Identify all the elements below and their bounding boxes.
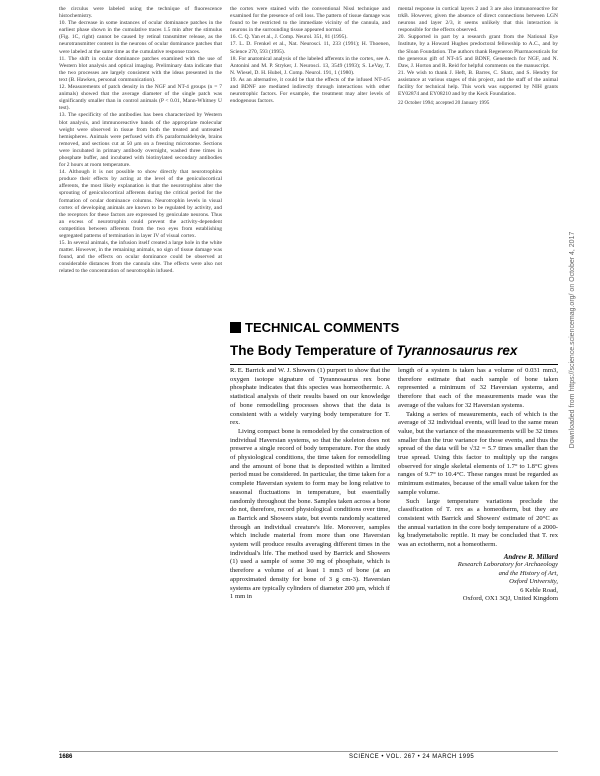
body-paragraph: Living compact bone is remodeled by the construction of individual Haversian systems, so that the skeleton does not preserve a single record of body temperature. For the study of physiological conditions, the time taken for remodelling and the amount of bone that is deposited within a limited period must be considered. In particular, the time taken for a complete Haversian system to form may be long relative to seasonal fluctuations in temperature, but essentially randomly throughout the bone. Samples taken across a bone do not, therefore, record physiological conditions over time, as Barrick and Showers state, but events randomly scattered through an individual creature's life. Moreover, samples which include material from more than one Haversian system will produce results averaging different times in the individual's life. The method used by Barrick and Showers (1) used a sample of some 30 mg of phosphate, which is therefore a volume of at least 1 mm3 of bone (at an approximated density for bone of 3 g cm-3). Haversian systems are typically cylinders of diameter 200 μm, which if 1 mm in bbox=[230, 427, 390, 601]
note-item: 13. The specificity of the antibodies has been characterized by Western blot analysis, and immunoreactive bands of the appropriate molecular weight were observed in tissue from both the treated and untreated hemispheres. Animals were perfused with 4% paraformaldehyde, brains removed, and sections cut at 50 μm on a freezing microtome. Sections were incubated in primary antibody overnight, washed three times in phosphate buffer, and incubated with biotinylated secondary antibodies for 2 hours at room temperature. bbox=[59, 112, 222, 169]
note-item: mental response in cortical layers 2 and 3 are also immunoreactive for trkB. However, given the absence of direct connections between LGN neurons and layer 2/3, it seems unlikely that this interaction is responsible for the effects observed. bbox=[398, 6, 558, 34]
reference-notes-column-right bbox=[398, 6, 558, 302]
journal-citation: SCIENCE • VOL. 267 • 24 MARCH 1995 bbox=[349, 754, 475, 760]
page-number: 1686 bbox=[59, 754, 73, 760]
author-affiliation-line: Research Laboratory for Archaeology bbox=[457, 561, 558, 569]
author-affiliation-line: 6 Keble Road, bbox=[520, 586, 558, 594]
footer-rule bbox=[59, 751, 558, 752]
article-body-right bbox=[398, 367, 558, 745]
download-watermark: Downloaded from https://science.sciencemag.org/ on October 4, 2017 bbox=[569, 231, 576, 449]
author-signature: Andrew R. Millard bbox=[503, 552, 558, 561]
note-item: 10. The decrease in some instances of ocular dominance patches in the earliest phase shown in the cumulative traces 1.5 min after the stimulus (Fig. 1C, right) cannot be caused by retinal transmitter release, as the neurotransmitter content in the neurons of ocular dominance patches that were labeled at the same time as the cumulative response traces. bbox=[59, 20, 222, 55]
title-prefix: The Body Temperature of bbox=[230, 343, 393, 358]
note-item: 21. We wish to thank J. Heft, B. Barres, C. Shatz, and S. Hendry for assistance at various stages of this project, and the staff of the animal facility for technical help. This work was supported by NIH grants EY02874 and EY08210 and by the Keck Foundation. bbox=[398, 69, 558, 98]
section-heading-text: TECHNICAL COMMENTS bbox=[245, 320, 400, 335]
section-heading bbox=[230, 320, 558, 336]
reference-notes-column-middle bbox=[230, 6, 390, 302]
note-item: 17. L. D. Frenkel et al., Nat. Neurosci. 11, 233 (1991); H. Thoenen, Science 270, 593 (1995). bbox=[230, 41, 390, 55]
note-item: 18. For anatomical analysis of the labeled afferents in the cortex, see A. Antonini and M. P. Stryker, J. Neurosci. 13, 3549 (1993); S. LeVay, T. N. Wiesel, D. H. Hubel, J. Comp. Neurol. 191, 1 (1980). bbox=[230, 55, 390, 76]
author-affiliation-line: and the History of Art, bbox=[498, 569, 558, 577]
page-footer bbox=[59, 754, 558, 764]
article-body-left bbox=[230, 367, 390, 745]
title-rule bbox=[230, 364, 558, 365]
reference-notes-column-left bbox=[59, 6, 222, 660]
note-item: 19. As an alternative, it could be that the effects of the infused NT-4/5 and BDNF are mediated indirectly through interactions with other neurotrophic factors. For example, the treatment may alter levels of endogenous factors. bbox=[230, 76, 390, 105]
section-marker-icon bbox=[230, 322, 241, 333]
received-accepted-dates: 22 October 1994; accepted 20 January 1995 bbox=[398, 100, 490, 107]
note-item: 14. Although it is not possible to show directly that neurotrophins produce their effects by acting at the level of the geniculocortical afferents, the most likely explanation is that the neurotrophins alter the sprouting of geniculocortical afferents during the critical period for the formation of ocular dominance columns. Neurotrophin levels in visual cortex of developing animals are known to be regulated by activity, and the receptors for these factors are expressed by geniculate neurons. Thus an excess of neurotrophin could prevent the activity-dependent competition between afferents from the two eyes from establishing segregated patterns of termination in layer IV of visual cortex. bbox=[59, 169, 222, 239]
author-affiliation-line: Oxford University, bbox=[509, 578, 558, 586]
note-item: the circulus were labeled using the technique of fluorescence histochemistry. bbox=[59, 6, 222, 20]
note-item: 15. In several animals, the infusion itself created a large hole in the white matter. However, in the remaining animals, no sign of tissue damage was found, and the effects on ocular dominance could be observed at considerable distances from the cannula site. The effects were also not related to the concentration of neurotrophin infused. bbox=[59, 240, 222, 275]
body-paragraph: Such large temperature variations preclude the classification of T. rex as a homeotherm, but they are consistent with Barrick and Showers' estimate of 20°C as the annual variation in the core body temperature of a 2000-kg bradymetabolic reptile. It may be concluded that T. rex was an ectotherm, not a homeotherm. bbox=[398, 497, 558, 549]
note-item: 20. Supported in part by a research grant from the National Eye Institute, by a Howard Hughes predoctoral fellowship to A.C., and by the Sloan Foundation. The authors thank Regeneron Pharmaceuticals for the generous gift of NT-4/5 and BDNF, Genentech for NGF, and N. Daw, J. Horton and R. Reid for helpful comments on the manuscript. bbox=[398, 34, 558, 69]
note-item: 12. Measurements of patch density in the NGF and NT-4 groups (n = 7 animals) showed that the average diameter of the single patch was significantly smaller than in control animals (P < 0.01, Mann-Whitney U test). bbox=[59, 84, 222, 112]
body-paragraph: Taking a series of measurements, each of which is the average of 32 individual events, will lead to the same mean value, but the variance of the measurements will be 32 times smaller than the true variance for those events, and thus the spread of the data will be √32 = 5.7 times smaller than the true spread. Using this factor to multiply up the ranges observed for single skeletal elements of 1.7° to 1.8°C gives ranges of 9.7° to 10.4°C. These ranges must be regarded as minimum estimates, because of the small value taken for the sample volume. bbox=[398, 410, 558, 496]
article-title bbox=[230, 342, 558, 360]
body-paragraph: length of a system is taken has a volume of 0.031 mm3, therefore estimate that each sample of bone taken represented a minimum of 32 Haversian systems, and therefore that each of the measurements made was the average of the values for 32 Haversian systems. bbox=[398, 367, 558, 409]
body-paragraph: R. E. Barrick and W. J. Showers (1) purport to show that the oxygen isotope signature of Tyrannosaurus rex bone phosphate indicates that this species was homeothermic. A statistical analysis of their results based on our knowledge of bone remodelling processes shows that the data is consistent with a widely varying body temperature for T. rex. bbox=[230, 367, 390, 427]
note-item: the cortex were stained with the conventional Nissl technique and examined for the presence of cell loss. The pattern of tissue damage was found to be restricted to the immediate vicinity of the cannula, and neurons in the surrounding tissue appeared normal. bbox=[230, 6, 390, 34]
author-affiliation-line: Oxford, OX1 3QJ, United Kingdom bbox=[462, 595, 558, 603]
title-species: Tyrannosaurus rex bbox=[396, 343, 518, 358]
note-item: 11. The shift in ocular dominance patches examined with the use of Western blot analysis and optical imaging. Preliminary data indicate that the two processes are largely consistent with the ideas presented in the text (B. Hawken, personal communication). bbox=[59, 55, 222, 83]
note-item: 16. C. Q. Yan et al., J. Comp. Neurol. 351, 81 (1995). bbox=[230, 34, 348, 41]
